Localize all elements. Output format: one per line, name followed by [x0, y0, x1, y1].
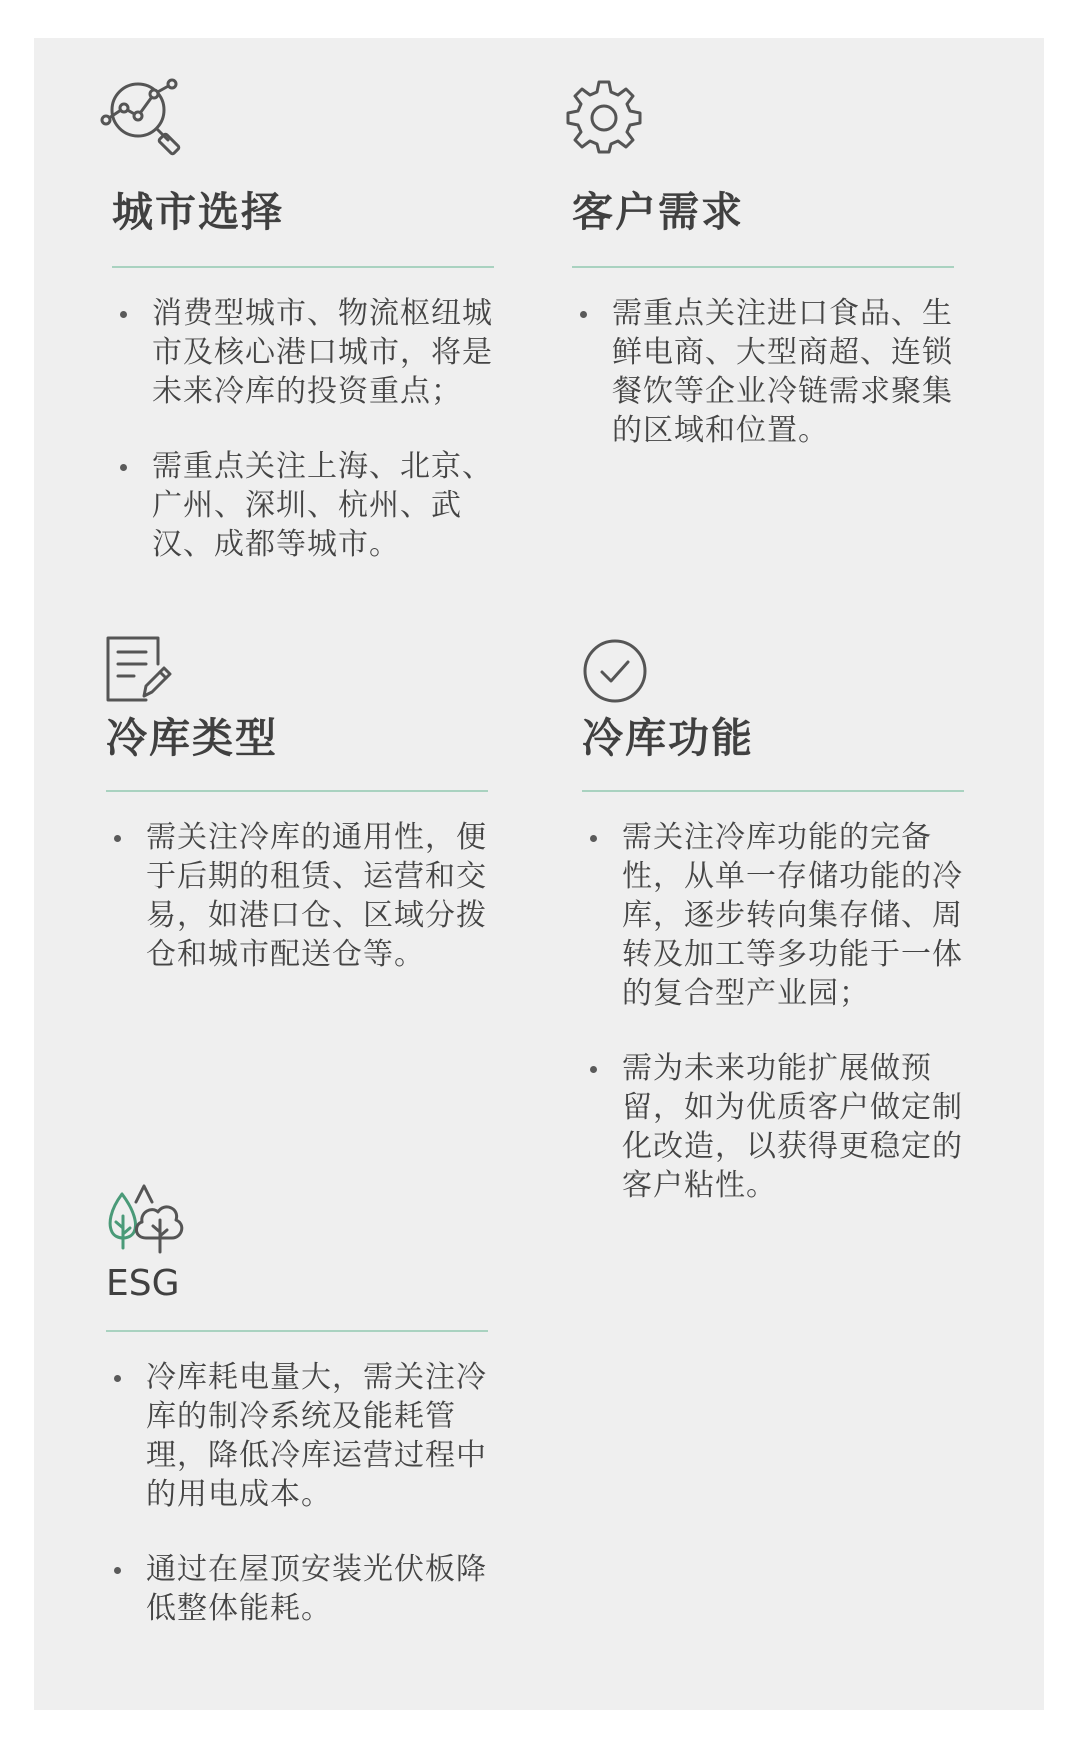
bullet-text: 需为未来功能扩展做预留，如为优质客户做定制化改造，以获得更稳定的客户粘性。 [622, 1051, 963, 1203]
content-panel [34, 38, 1044, 1710]
divider [582, 790, 964, 792]
document-edit-icon [106, 634, 172, 704]
bullet-text: 需关注冷库的通用性，便于后期的租赁、运营和交易，如港口仓、区域分拨仓和城市配送仓等。 [146, 820, 487, 972]
section-title: 城市选择 [112, 188, 284, 236]
divider [112, 266, 494, 268]
list-item [106, 818, 506, 974]
divider [106, 1330, 488, 1332]
bullet-text: 消费型城市、物流枢纽城市及核心港口城市，将是未来冷库的投资重点； [152, 296, 493, 409]
check-circle-icon [582, 638, 648, 704]
bullet-list [112, 294, 512, 600]
divider [106, 790, 488, 792]
section-title: ESG [106, 1263, 180, 1304]
trees-icon [106, 1180, 186, 1254]
list-item [582, 1049, 982, 1205]
list-item [112, 447, 512, 564]
bullet-text: 需重点关注上海、北京、广州、深圳、杭州、武汉、成都等城市。 [152, 449, 493, 562]
list-item [582, 818, 982, 1013]
bullet-text: 需关注冷库功能的完备性，从单一存储功能的冷库，逐步转向集存储、周转及加工等多功能于一体的复合型产业园； [622, 820, 963, 1011]
divider [572, 266, 954, 268]
section-title: 冷库类型 [106, 714, 278, 762]
list-item [112, 294, 512, 411]
list-item [572, 294, 972, 450]
bullet-list [106, 1358, 506, 1664]
section-title: 客户需求 [572, 188, 744, 236]
list-item [106, 1550, 506, 1628]
bullet-text: 通过在屋顶安装光伏板降低整体能耗。 [146, 1552, 487, 1626]
list-item [106, 1358, 506, 1514]
bullet-text: 需重点关注进口食品、生鲜电商、大型商超、连锁餐饮等企业冷链需求聚集的区域和位置。 [612, 296, 953, 448]
bullet-list [582, 818, 982, 1241]
bullet-text: 冷库耗电量大，需关注冷库的制冷系统及能耗管理，降低冷库运营过程中的用电成本。 [146, 1360, 487, 1512]
section-title: 冷库功能 [582, 714, 754, 762]
bullet-list [106, 818, 506, 1010]
bullet-list [572, 294, 972, 486]
network-magnifier-icon [100, 74, 192, 158]
gear-icon [566, 78, 642, 154]
